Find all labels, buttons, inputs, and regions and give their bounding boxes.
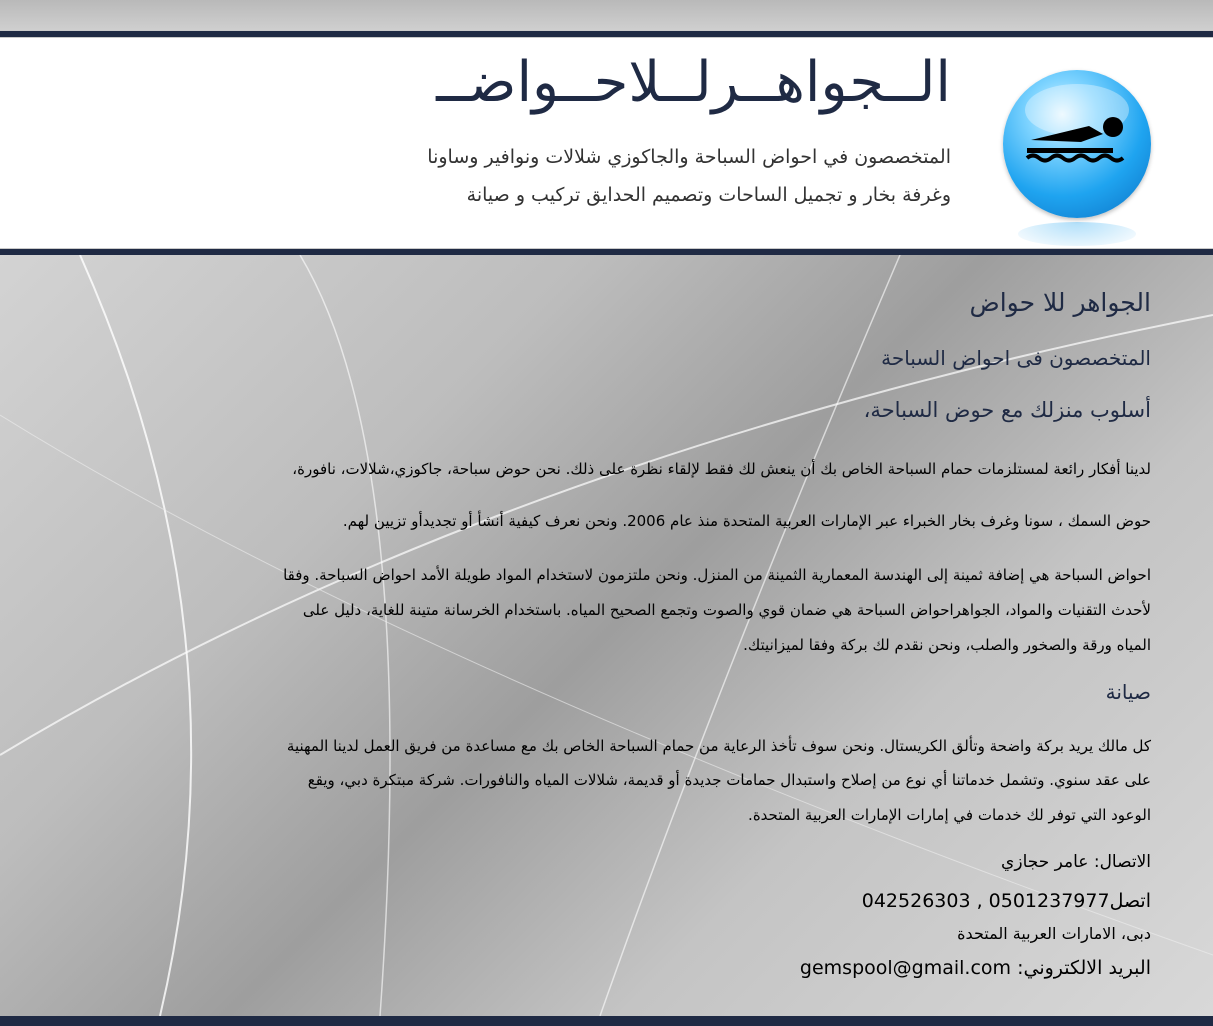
content-subheading: أسلوب منزلك مع حوض السباحة، [863, 398, 1151, 422]
logo-badge [1003, 70, 1151, 218]
pools-line-1: احواض السباحة هي إضافة ثمينة إلى الهندسة المعمارية الثمينة من المنزل. ونحن ملتزمون لاستخدام المواد طويلة الأمد احواض السباحة. وفقا [283, 566, 1151, 584]
pools-line-2: لأحدث التقنيات والمواد، الجواهراحواض السباحة هي ضمان قوي والصوت وتجمع الصحيح المياه. باستخدام الخرسانة متينة للغاية، دليل على [302, 601, 1151, 619]
logo-reflection [1018, 222, 1136, 246]
intro-line-2: حوض السمك ، سونا وغرف بخار الخبراء عبر الإمارات العربية المتحدة منذ عام 2006. ونحن نعرف كيفية أنشأ أو تجديدأو تزيين لهم. [342, 512, 1151, 530]
intro-line-1: لدينا أفكار رائعة لمستلزمات حمام السباحة الخاص بك أن ينعش لك فقط لإلقاء نظرة على ذلك. نحن حوض سباحة، جاكوزي،شلالات، نافورة، [292, 460, 1151, 478]
tagline-line-1: المتخصصون في احواض السباحة والجاكوزي شلالات ونوافير وساونا [427, 146, 951, 168]
contact-city: دبى، الامارات العربية المتحدة [957, 924, 1151, 943]
maintenance-line-1: كل مالك يريد بركة واضحة وتألق الكريستال. ونحن سوف تأخذ الرعاية من حمام السباحة الخاص بك مع مساعدة من فريق العمل لدينا المهنية [286, 737, 1151, 755]
top-frame-strip [0, 0, 1213, 30]
maintenance-line-3: الوعود التي توفر لك خدمات في إمارات الإمارات العربية المتحدة. [748, 806, 1151, 824]
pools-line-3: المياه ورقة والصخور والصلب، ونحن نقدم لك بركة وفقا لميزانيتك. [743, 636, 1151, 654]
contact-phone: اتصل0501237977 , 042526303 [861, 890, 1151, 912]
contact-email[interactable]: البريد الالكتروني: gemspool@gmail.com [799, 957, 1151, 979]
content-subtitle: المتخصصون فى احواض السباحة [881, 346, 1151, 370]
maintenance-title: صيانة [1105, 680, 1151, 704]
brand-title: الــجواهــرلــلاحــواضــ [436, 50, 951, 115]
swimmer-icon [1003, 70, 1151, 218]
content-title: الجواهر للا حواض [969, 288, 1151, 317]
tagline-line-2: وغرفة بخار و تجميل الساحات وتصميم الحدايق تركيب و صيانة [466, 184, 951, 206]
contact-name: الاتصال: عامر حجازي [1001, 852, 1151, 872]
header-top-rule [0, 31, 1213, 37]
maintenance-line-2: على عقد سنوي. وتشمل خدماتنا أي نوع من إصلاح واستبدال حمامات جديدة أو قديمة، شلالات المياه والنافورات. شركة مبتكرة دبي، ويقع [307, 771, 1151, 789]
footer-rule [0, 1016, 1213, 1026]
